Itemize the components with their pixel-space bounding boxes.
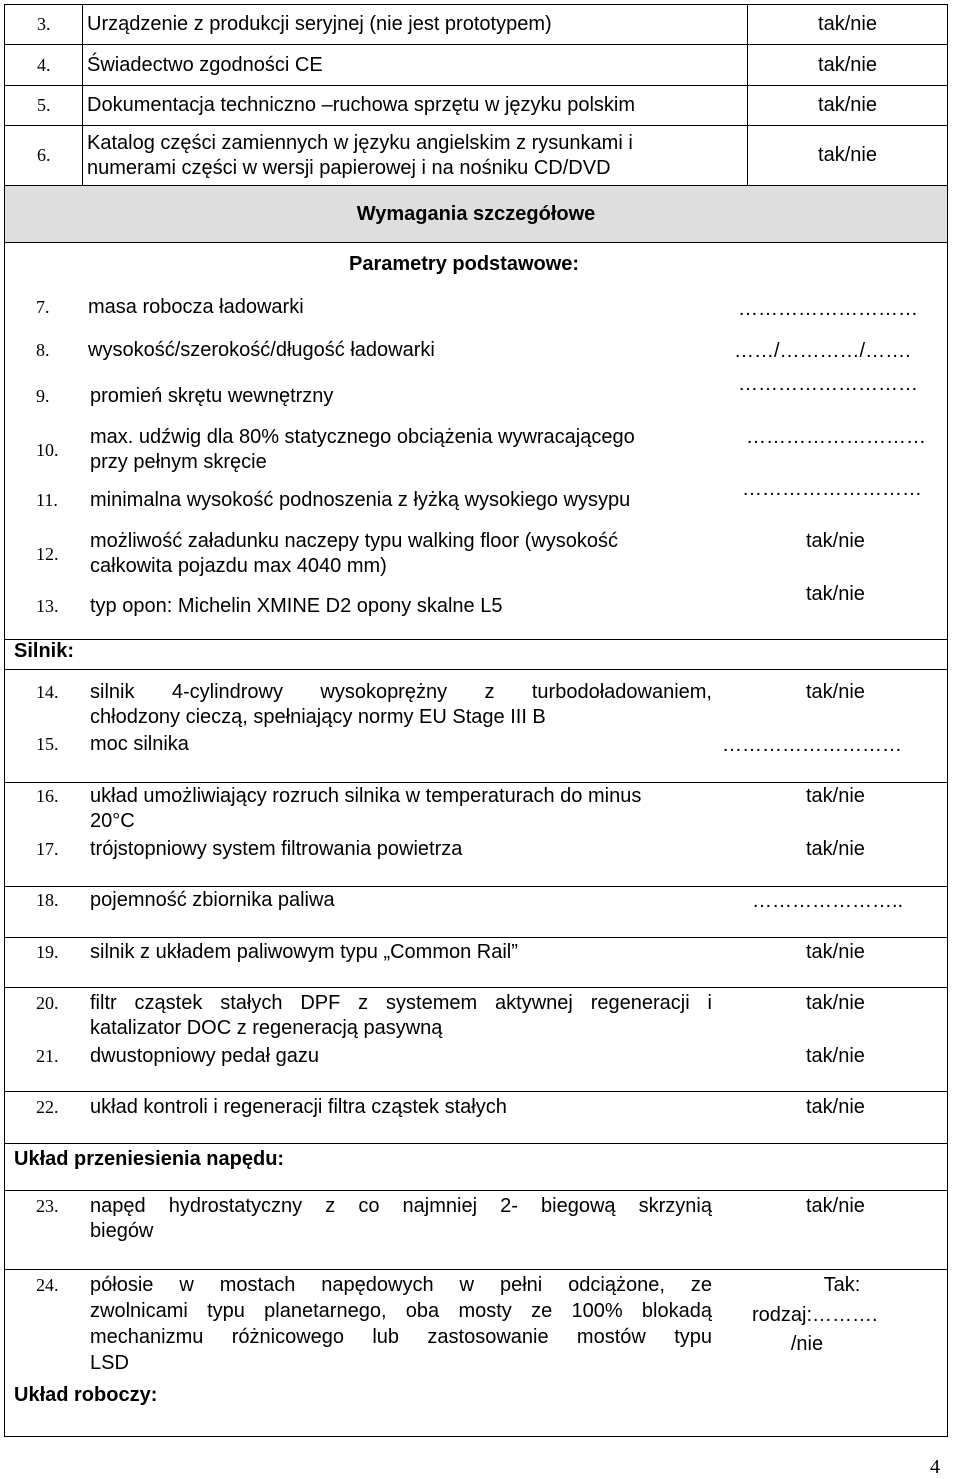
top-requirements-table xyxy=(4,4,948,243)
param-text-line: max. udźwig dla 80% statycznego obciążenia wywracającego xyxy=(90,426,635,448)
drive-item-value-line: rodzaj:………. xyxy=(752,1304,878,1326)
param-value: ……/…………/……. xyxy=(734,340,911,362)
table-row xyxy=(5,45,948,86)
engine-item-text-line: układ umożliwiający rozruch silnika w temperaturach do minus xyxy=(90,785,642,807)
row-number: 3. xyxy=(5,5,83,45)
row-text-line: Katalog części zamiennych w języku angielskim z rysunkami i xyxy=(87,131,633,154)
row-number: 6. xyxy=(5,126,83,186)
param-number: 9. xyxy=(36,386,50,406)
drive-item-number: 24. xyxy=(36,1275,59,1295)
engine-heading: Silnik: xyxy=(14,640,75,662)
row-text: Urządzenie z produkcji seryjnej (nie jest prototypem) xyxy=(83,5,748,45)
engine-item-text: pojemność zbiornika paliwa xyxy=(90,889,335,911)
working-heading: Układ roboczy: xyxy=(14,1384,158,1406)
engine-item-value: tak/nie xyxy=(806,992,865,1014)
param-value: tak/nie xyxy=(806,583,865,605)
row-value: tak/nie xyxy=(748,86,948,126)
param-text: promień skrętu wewnętrzny xyxy=(90,385,334,407)
engine-item-value: tak/nie xyxy=(806,941,865,963)
param-number: 13. xyxy=(36,596,59,616)
param-text-line: możliwość załadunku naczepy typu walking floor (wysokość xyxy=(90,530,619,552)
param-value: ……………………… xyxy=(738,373,918,395)
drive-item-text-line: napęd hydrostatyczny z co najmniej 2- biegową skrzynią xyxy=(90,1195,712,1217)
drive-item-value-line: Tak: xyxy=(823,1274,861,1296)
param-value: ……………………… xyxy=(746,426,926,448)
row-text-line: numerami części w wersji papierowej i na nośniku CD/DVD xyxy=(87,156,611,179)
engine-item-text-line: filtr cząstek stałych DPF z systemem aktywnej regeneracji i xyxy=(90,992,712,1014)
engine-item-value: tak/nie xyxy=(806,838,865,860)
table-row xyxy=(5,126,948,186)
engine-item-number: 16. xyxy=(36,786,59,806)
engine-item-number: 20. xyxy=(36,993,59,1013)
engine-item-text-line: katalizator DOC z regeneracją pasywną xyxy=(90,1017,443,1039)
engine-item-number: 21. xyxy=(36,1046,59,1066)
drive-item-text-line: biegów xyxy=(90,1220,154,1242)
param-number: 12. xyxy=(36,544,59,564)
engine-item-text: moc silnika xyxy=(90,733,189,755)
engine-item-text: trójstopniowy system filtrowania powietrza xyxy=(90,838,463,860)
param-value: tak/nie xyxy=(806,530,865,552)
engine-item-value: tak/nie xyxy=(806,681,865,703)
engine-item-number: 17. xyxy=(36,839,59,859)
engine-item-value: ……………………… xyxy=(722,734,902,756)
drive-item-value-line: /nie xyxy=(790,1333,824,1355)
engine-item-number: 14. xyxy=(36,682,59,702)
param-number: 10. xyxy=(36,440,59,460)
section-header-row xyxy=(5,186,948,243)
table-row xyxy=(5,5,948,45)
engine-item-text-line: chłodzony cieczą, spełniający normy EU Stage III B xyxy=(90,706,546,728)
engine-item-text-line: 20°C xyxy=(90,810,135,832)
divider xyxy=(4,669,948,670)
param-text: wysokość/szerokość/długość ładowarki xyxy=(88,339,435,361)
row-text: Dokumentacja techniczno –ruchowa sprzętu w języku polskim xyxy=(83,86,748,126)
engine-item-value: tak/nie xyxy=(806,1045,865,1067)
param-value: ……………………… xyxy=(738,298,918,320)
row-value: tak/nie xyxy=(748,45,948,86)
engine-item-text: układ kontroli i regeneracji filtra cząstek stałych xyxy=(90,1096,507,1118)
engine-item-number: 22. xyxy=(36,1097,59,1117)
drive-item-text-line: LSD xyxy=(90,1352,129,1374)
engine-item-number: 15. xyxy=(36,734,59,754)
divider xyxy=(4,937,948,938)
row-value: tak/nie xyxy=(748,126,948,186)
engine-item-value: tak/nie xyxy=(806,1096,865,1118)
param-text: typ opon: Michelin XMINE D2 opony skalne L5 xyxy=(90,595,503,617)
divider xyxy=(4,987,948,988)
divider xyxy=(4,886,948,887)
row-value: tak/nie xyxy=(748,5,948,45)
param-number: 8. xyxy=(36,340,50,360)
engine-item-text: dwustopniowy pedał gazu xyxy=(90,1045,320,1067)
divider xyxy=(4,1091,948,1092)
divider xyxy=(4,1190,948,1191)
param-text-line: całkowita pojazdu max 4040 mm) xyxy=(90,555,387,577)
page-number: 4 xyxy=(930,1456,940,1478)
param-value: ……………………… xyxy=(742,478,922,500)
engine-item-text: silnik z układem paliwowym typu „Common Rail” xyxy=(90,941,518,963)
drive-item-text-line: mechanizmu różnicowego lub zastosowanie mostów typu xyxy=(90,1326,712,1348)
param-text: minimalna wysokość podnoszenia z łyżką wysokiego wysypu xyxy=(90,489,631,511)
engine-item-number: 19. xyxy=(36,942,59,962)
engine-item-value: ………………….. xyxy=(752,890,904,912)
drive-item-number: 23. xyxy=(36,1196,59,1216)
param-number: 11. xyxy=(36,490,58,510)
drive-item-value: tak/nie xyxy=(806,1195,865,1217)
engine-item-number: 18. xyxy=(36,890,59,910)
divider xyxy=(4,782,948,783)
drive-item-text-line: zwolnicami typu planetarnego, oba mosty ze 100% blokadą xyxy=(90,1300,712,1322)
row-number: 5. xyxy=(5,86,83,126)
row-text: Świadectwo zgodności CE xyxy=(83,45,748,86)
section-title: Wymagania szczegółowe xyxy=(5,186,948,243)
engine-item-text-line: silnik 4-cylindrowy wysokoprężny z turbodoładowaniem, xyxy=(90,681,712,703)
table-row xyxy=(5,86,948,126)
param-text-line: przy pełnym skręcie xyxy=(90,451,267,473)
row-number: 4. xyxy=(5,45,83,86)
engine-item-value: tak/nie xyxy=(806,785,865,807)
parameters-heading: Parametry podstawowe: xyxy=(349,253,580,275)
divider xyxy=(4,1269,948,1270)
drive-item-text-line: półosie w mostach napędowych w pełni odciążone, ze xyxy=(90,1274,712,1296)
param-text: masa robocza ładowarki xyxy=(88,296,304,318)
param-number: 7. xyxy=(36,297,50,317)
drive-heading: Układ przeniesienia napędu: xyxy=(14,1148,285,1170)
